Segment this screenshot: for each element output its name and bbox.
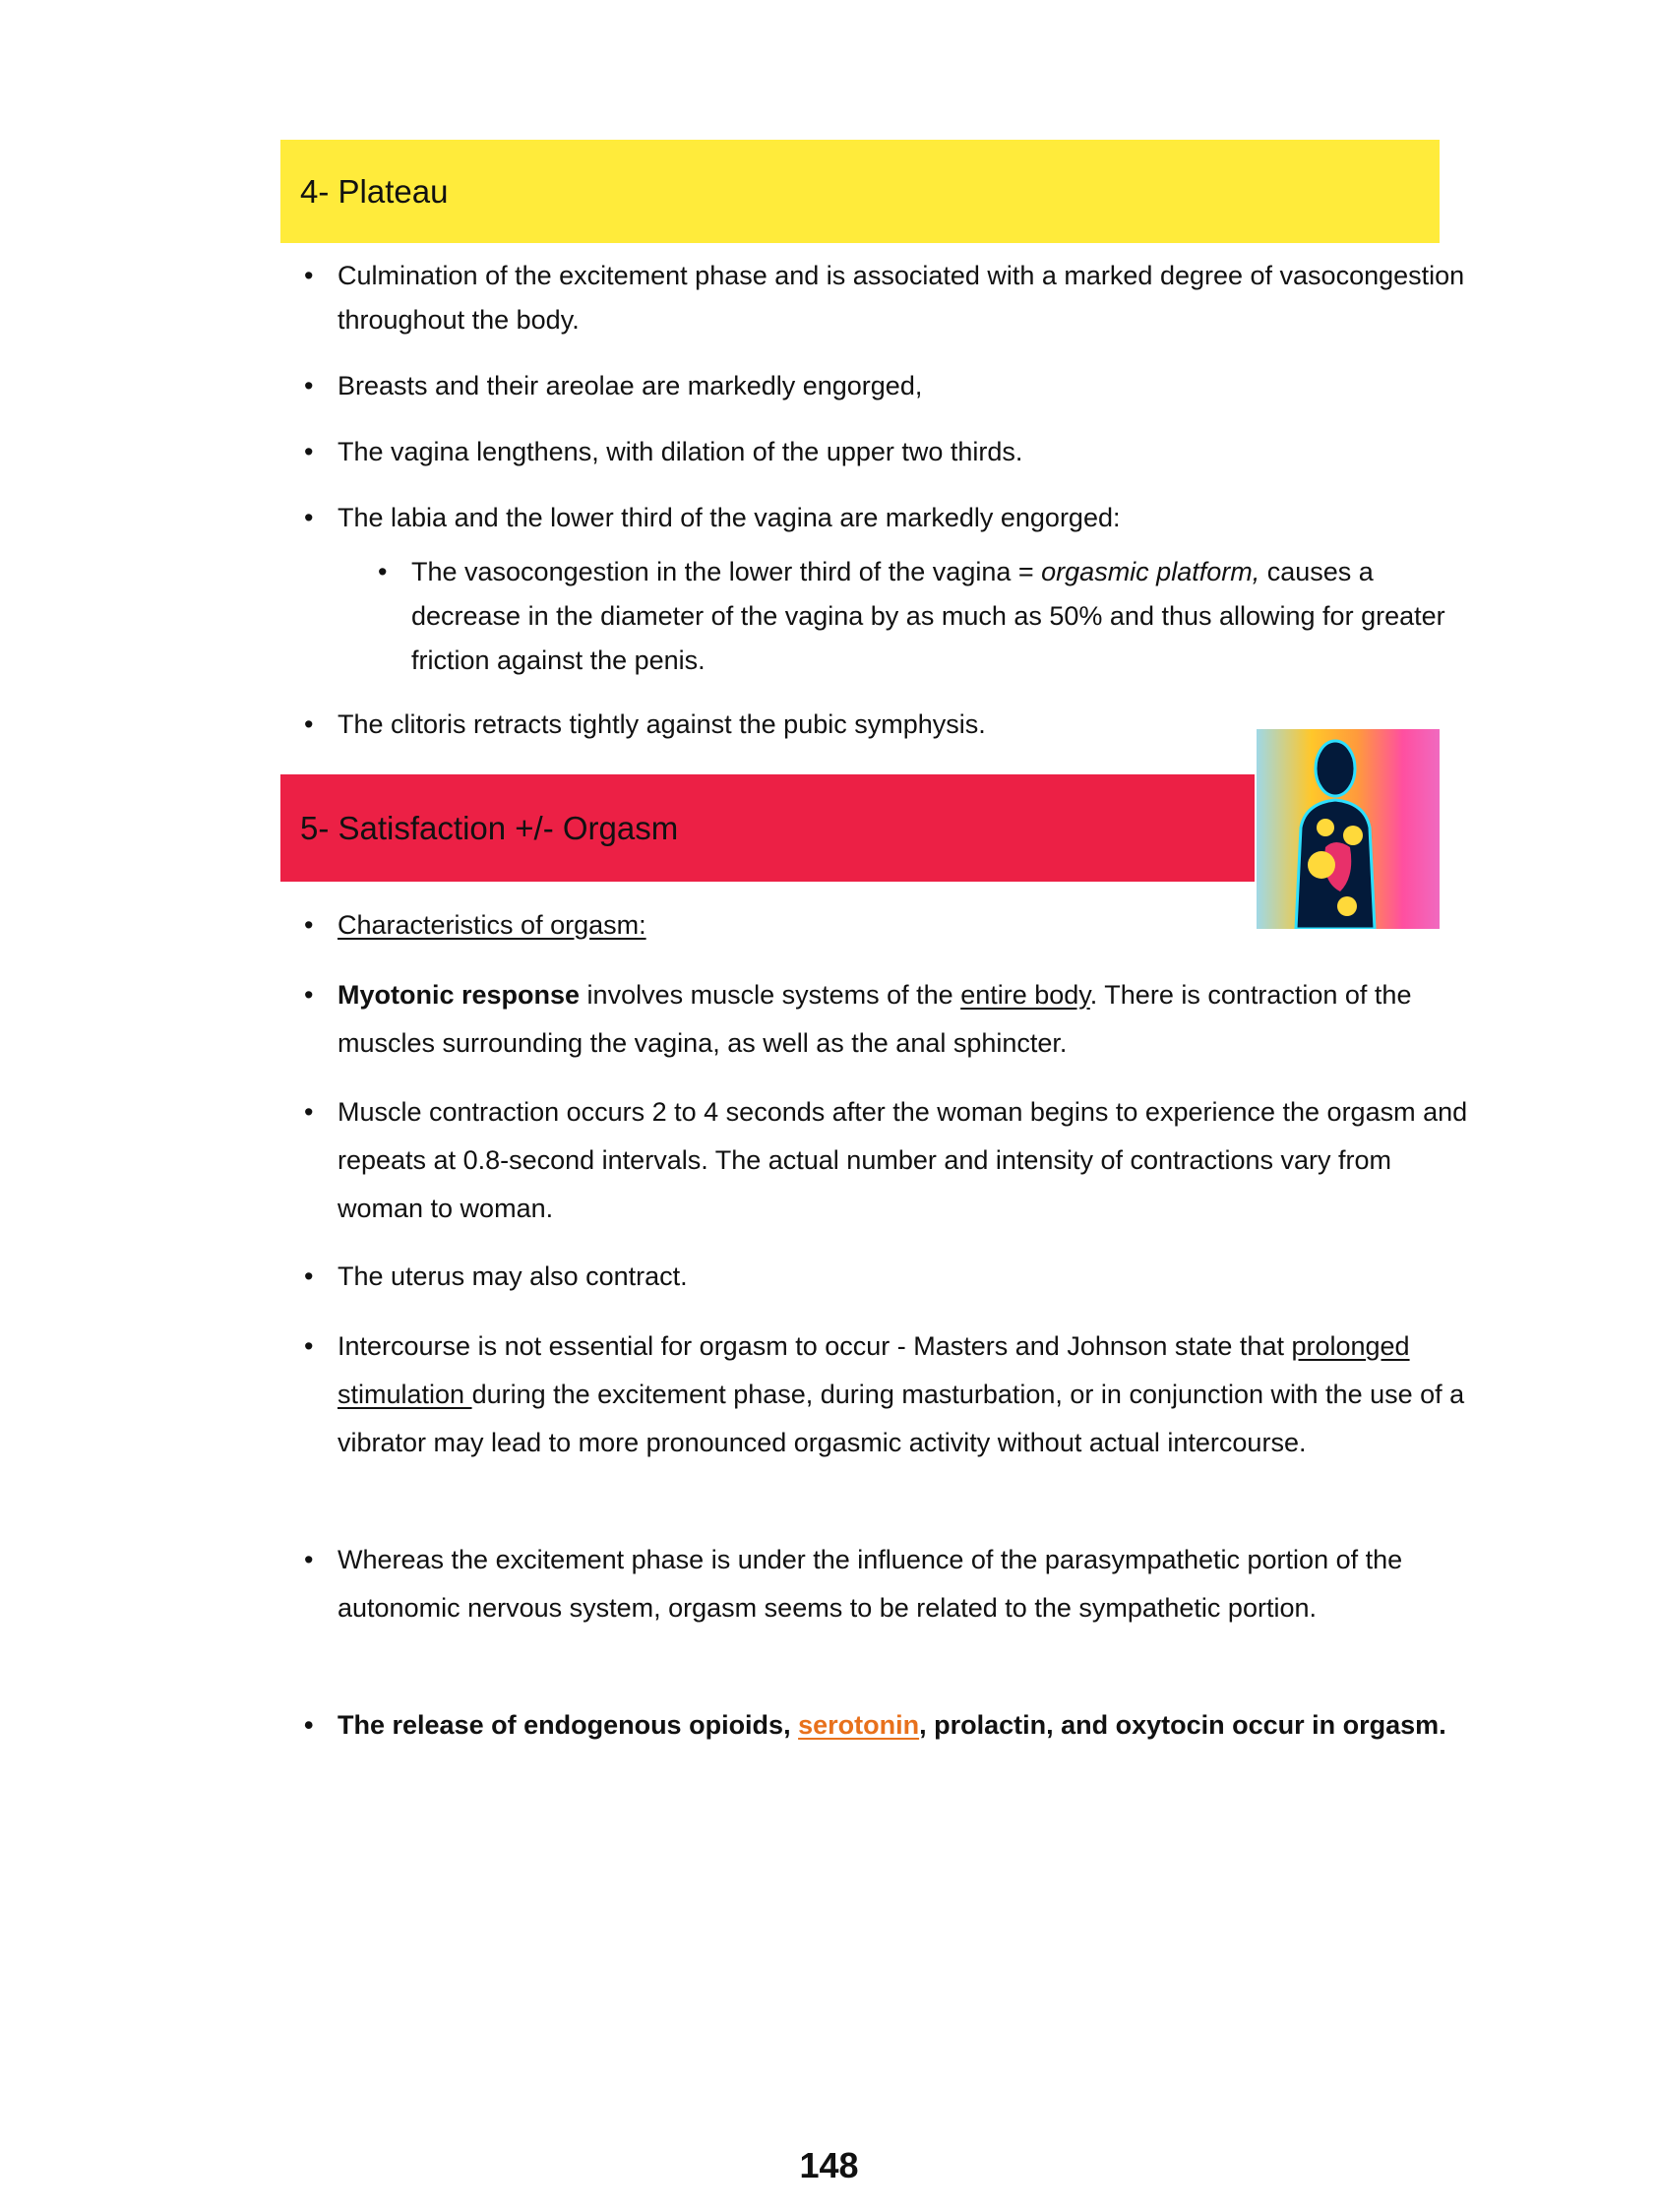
serotonin-link[interactable]: serotonin (798, 1710, 920, 1740)
list-item (338, 971, 1469, 1068)
list-item: • Muscle contraction occurs 2 to 4 seconds after the woman begins to experience the orgasm and repeats at 0.8-second intervals. The actual number and intensity of contractions vary from woman to woman. (338, 1088, 1469, 1233)
section-heading-plateau (280, 140, 1440, 243)
text: , prolactin, and oxytocin occur in orgasm. (919, 1710, 1446, 1740)
human-body-icon (1257, 729, 1440, 929)
list-item: • The clitoris retracts tightly against the pubic symphysis. (338, 703, 1469, 747)
list-item: • The uterus may also contract. (338, 1253, 1469, 1301)
underlined-text: prolonged stimulation (338, 1331, 1410, 1409)
text: causes a decrease in the diameter of the vagina by as much as 50% and thus allowing for greater friction against the penis. (411, 557, 1445, 675)
list-item: • Whereas the excitement phase is under the influence of the parasympathetic portion of the autonomic nervous system, orgasm seems to be related to the sympathetic portion. (338, 1536, 1469, 1632)
text: during the excitement phase, during masturbation, or in conjunction with the use of a vibrator may lead to more pronounced orgasmic activity without actual intercourse. (338, 1380, 1465, 1457)
body-illustration-image (1257, 729, 1440, 929)
list-item: • The labia and the lower third of the vagina are markedly engorged: (338, 496, 1469, 540)
list-item (338, 1701, 1469, 1750)
heading-text: 4- Plateau (300, 172, 449, 210)
underlined-text: entire body (960, 980, 1090, 1010)
text: The release of endogenous opioids, (338, 1710, 799, 1740)
emphasis: orgasmic platform, (1041, 557, 1260, 586)
section-heading-orgasm (280, 774, 1255, 882)
bold-text: Myotonic response (338, 980, 581, 1010)
sub-list-item (411, 550, 1464, 683)
underlined-text: Characteristics of orgasm: (338, 910, 646, 940)
text: Intercourse is not essential for orgasm to occur - Masters and Johnson state that (338, 1331, 1292, 1361)
page-number: 148 (799, 2145, 859, 2185)
list-item: • The vagina lengthens, with dilation of the upper two thirds. (338, 430, 1469, 474)
heading-text: 5- Satisfaction +/- Orgasm (300, 809, 679, 846)
text: involves muscle systems of the (580, 980, 961, 1010)
list-item (338, 901, 1469, 950)
list-item: • Breasts and their areolae are markedly engorged, (338, 364, 1469, 408)
text: . There is contraction of the muscles surrounding the vagina, as well as the anal sphincter. (338, 980, 1412, 1058)
text: The vasocongestion in the lower third of the vagina = (411, 557, 1042, 586)
list-item: • Culmination of the excitement phase and is associated with a marked degree of vasocongestion throughout the body. (338, 254, 1469, 342)
list-item (338, 1322, 1469, 1467)
